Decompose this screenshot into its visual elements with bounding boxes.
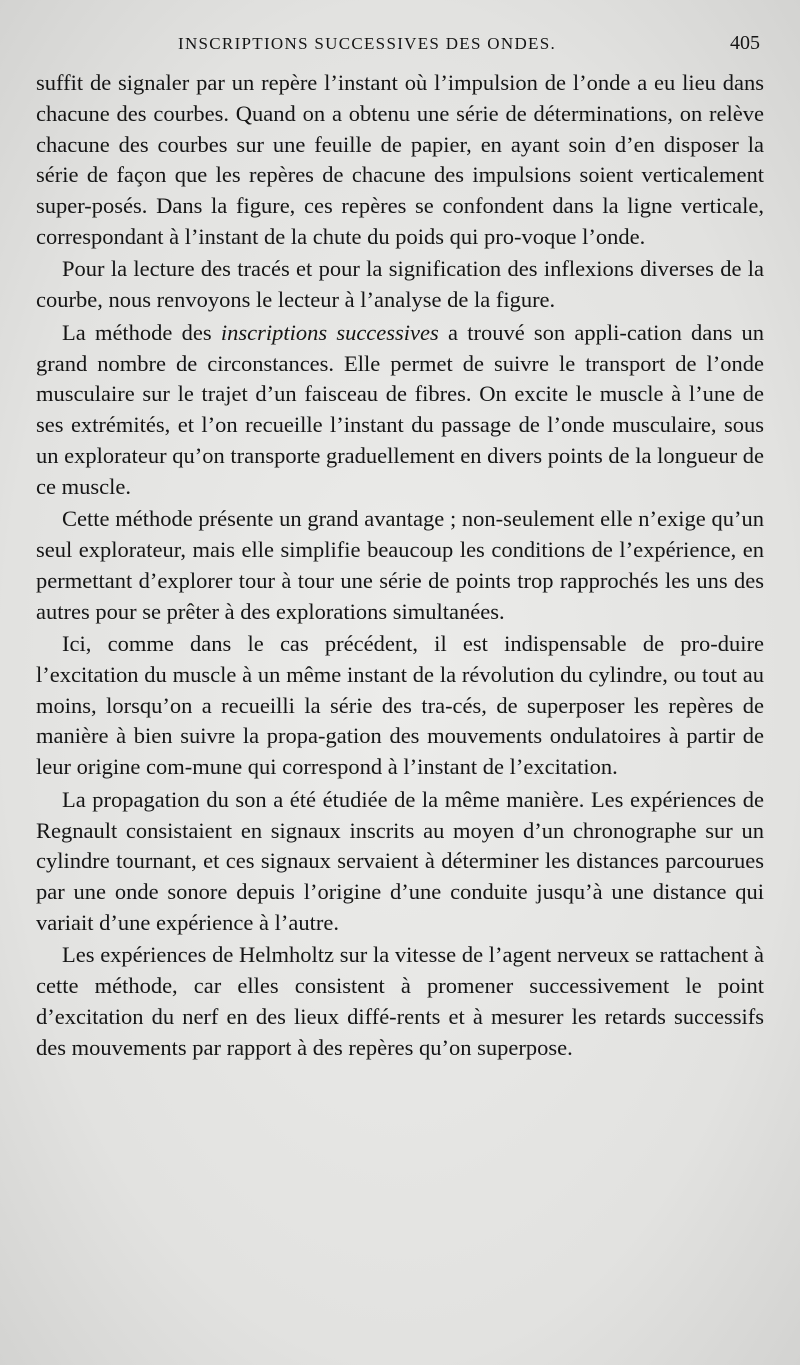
paragraph-reading-traces: Pour la lecture des tracés et pour la signification des inflexions diverses de la courbe, nous renvoyons le lecteur à l’analyse de la figure. <box>36 256 764 313</box>
paragraph-method-advantage: Cette méthode présente un grand avantage ; non-seulement elle n’exige qu’un seul explorateur, mais elle simplifie beaucoup les conditions de l’expérience, en permettant d’explorer tour à tour une série de points trop rapprochés les uns des autres pour se prêter à des explorations simultanées. <box>36 506 764 624</box>
paragraph-continuation: suffit de signaler par un repère l’instant où l’impulsion de l’onde a eu lieu dans chacune des courbes. Quand on a obtenu une série de déterminations, on relève chacune des courbes sur une feuille de papier, en ayant soin d’en disposer la série de façon que les repères de chacune des impulsions soient verticalement super-posés. Dans la figure, ces repères se confondent dans la ligne verticale, correspondant à l’instant de la chute du poids qui pro-voque l’onde. <box>36 70 764 249</box>
running-title: INSCRIPTIONS SUCCESSIVES DES ONDES. <box>178 34 557 53</box>
paragraph-helmholtz: Les expériences de Helmholtz sur la vitesse de l’agent nerveux se rattachent à cette méthode, car elles consistent à promener successivement le point d’excitation du nerf en des lieux diffé-rents et à mesurer les retards successifs des mouvements par rapport à des repères qu’on superpose. <box>36 942 764 1060</box>
paragraph-successive-inscriptions-end: a trouvé son appli-cation dans un grand nombre de circonstances. Elle permet de suivre le transport de l’onde musculaire sur le trajet d’un faisceau de fibres. On excite le muscle à l’une de ses extrémités, et l’on recueille l’instant du passage de l’onde musculaire, sous un explorateur qu’on transporte graduellement en divers points de la longueur de ce muscle. <box>36 319 764 499</box>
page-number: 405 <box>730 32 760 54</box>
paragraph-sound-propagation: La propagation du son a été étudiée de la même manière. Les expériences de Regnault consistaient en signaux inscrits au moyen d’un chronographe sur un cylindre tournant, et ces signaux servaient à déterminer les distances parcourues par une onde sonore depuis l’origine d’une conduite jusqu’à une distance qui variait d’une expérience à l’autre. <box>36 786 764 935</box>
paragraph-successive-inscriptions <box>36 318 764 503</box>
page-header <box>38 34 760 58</box>
emphasized-term: inscriptions successives <box>220 319 439 345</box>
body-text <box>36 68 764 1065</box>
paragraph-successive-inscriptions-start: La méthode des <box>62 319 221 345</box>
paragraph-muscle-excitation: Ici, comme dans le cas précédent, il est indispensable de pro-duire l’excitation du muscle à un même instant de la révolution du cylindre, ou tout au moins, lorsqu’on a recueilli la série des tra-cés, de superposer les repères de manière à bien suivre la propa-gation des mouvements ondulatoires à partir de leur origine com-mune qui correspond à l’instant de l’excitation. <box>36 631 764 780</box>
